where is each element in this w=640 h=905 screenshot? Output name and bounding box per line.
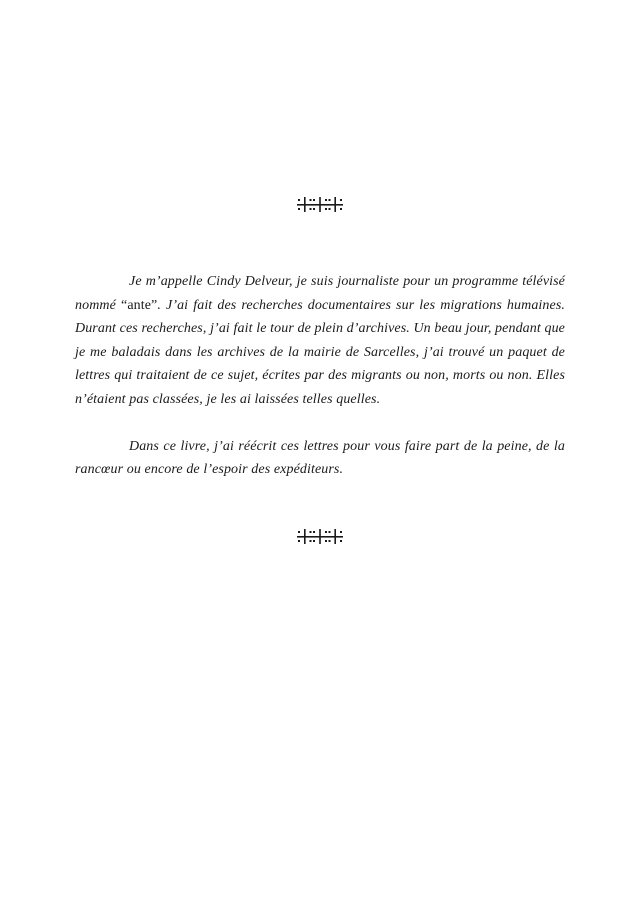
paragraph-intro [75,270,565,412]
dotted-cross-ornament-icon [297,196,343,214]
paragraph-intro-part-1: Je m’appelle Cindy Delveur, je suis journaliste pour un programme télévisé nommé [75,274,565,313]
paragraph-purpose: Dans ce livre, j’ai réécrit ces lettres pour vous faire part de la peine, de la rancœur ou encore de l’espoir des expéditeurs. [75,438,565,478]
top-ornament [0,196,640,219]
dotted-cross-ornament-icon [297,528,343,546]
text-block [75,270,565,482]
paragraph-intro-part-2: . J’ai fait des recherches documentaires sur les migrations humaines. Durant ces recherches, j’ai fait le tour de plein d’archives. Un beau jour, pendant que je me baladais dans les archives de la mairie de Sarcelles, j’ai trouvé un paquet de lettres qui traitaient de ce sujet, écrites par des migrants ou non, morts ou non. Elles n’étaient pas classées, je les ai laissées telles quelles. [75,297,565,407]
program-name-quote: “ante” [121,297,158,313]
bottom-ornament [0,528,640,551]
